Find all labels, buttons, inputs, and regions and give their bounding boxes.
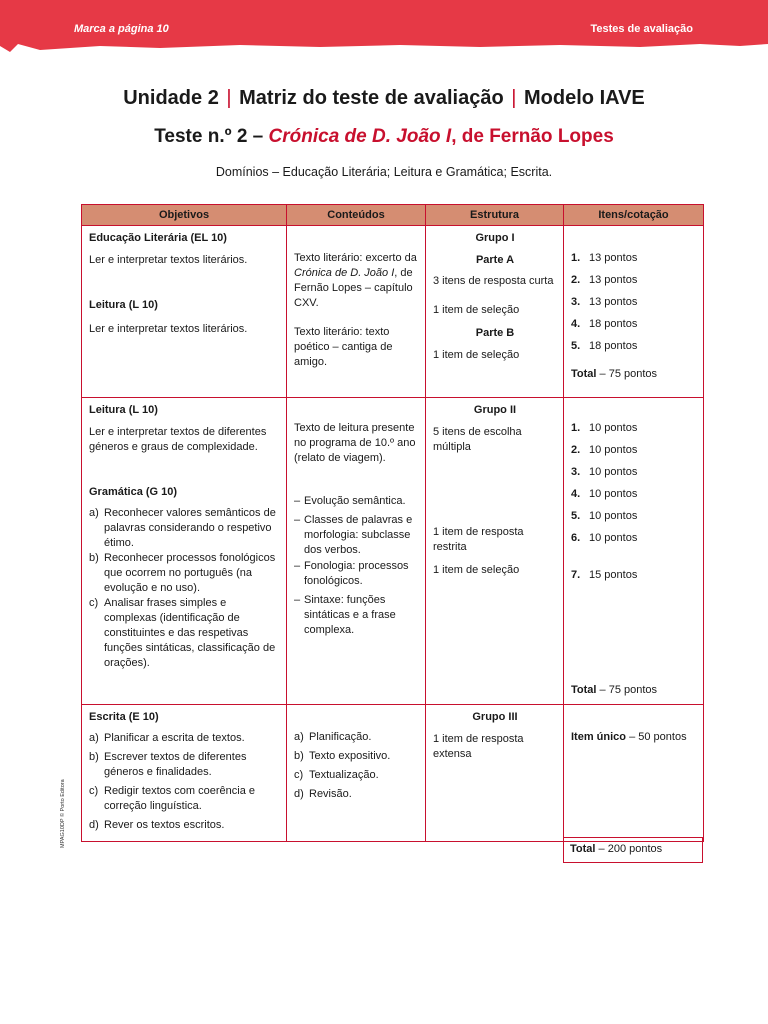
cell-estrutura: [426, 398, 564, 705]
list-item: a) Reconhecer valores semânticos de palavras considerando o respetivo étimo.: [89, 507, 276, 549]
item-points: 10 pontos: [589, 466, 638, 478]
item-number: 4.: [571, 318, 581, 330]
item-number: 3.: [571, 466, 581, 478]
list-item: d) Revisão.: [294, 788, 352, 800]
cell-itens: [564, 705, 704, 842]
item-points: 10 pontos: [589, 444, 638, 456]
page-title: [0, 87, 768, 110]
list-item: a) Planificar a escrita de textos.: [89, 732, 245, 744]
content-list: [294, 730, 419, 802]
cell-objetivos: [82, 705, 287, 842]
list-item: – Fonologia: processos fonológicos.: [294, 560, 409, 587]
item-points: 13 pontos: [589, 274, 638, 286]
list-item: a) Planificação.: [294, 731, 372, 743]
row-total: [571, 367, 697, 382]
col-header-conteudos: Conteúdos: [287, 205, 426, 226]
part-label: Parte B: [475, 327, 515, 339]
header-banner: [0, 0, 768, 58]
item-line: [571, 509, 697, 531]
cell-conteudos: [287, 226, 426, 398]
item-number: 1.: [571, 252, 581, 264]
item-number: 1.: [571, 422, 581, 434]
col-header-itens: Itens/cotação: [564, 205, 704, 226]
structure-text: 5 itens de escolha múltipla: [433, 426, 522, 453]
structure-text: 1 item de resposta extensa: [433, 733, 524, 760]
grand-total: [563, 837, 703, 863]
item-number: 4.: [571, 488, 581, 500]
cell-estrutura: [426, 705, 564, 842]
subtitle-work: Crónica de D. João I: [268, 126, 452, 147]
item-number: 6.: [571, 532, 581, 544]
item-number: 3.: [571, 296, 581, 308]
cell-conteudos: [287, 705, 426, 842]
col-header-estrutura: Estrutura: [426, 205, 564, 226]
list-item: c) Analisar frases simples e complexas (identificação de constituintes e das respetivas funções sintáticas, classificação de orações).: [89, 597, 276, 669]
test-subtitle: [0, 126, 768, 148]
item-points: 13 pontos: [589, 296, 638, 308]
content-text: Texto literário: excerto da Crónica de D. João I, de Fernão Lopes – capítulo CXV.: [294, 252, 417, 309]
subtitle-author: , de Fernão Lopes: [451, 126, 614, 147]
content-text: Texto literário: texto poético – cantiga de amigo.: [294, 326, 393, 368]
content-list: [294, 494, 419, 638]
list-item: d) Rever os textos escritos.: [89, 819, 225, 831]
group-label: Grupo II: [473, 404, 517, 416]
domains-line: Domínios – Educação Literária; Leitura e Gramática; Escrita.: [215, 165, 553, 179]
cell-itens: [564, 398, 704, 705]
item-line: [571, 295, 697, 317]
cell-objetivos: [82, 398, 287, 705]
item-line: [571, 317, 697, 339]
col-header-objetivos: Objetivos: [82, 205, 287, 226]
title-unit: Unidade 2: [123, 87, 219, 109]
cell-estrutura: [426, 226, 564, 398]
list-item: c) Redigir textos com coerência e correção linguística.: [89, 785, 256, 812]
items-list: [571, 251, 697, 361]
title-matrix: Matriz do teste de avaliação: [239, 87, 504, 109]
title-separator: |: [226, 87, 232, 109]
item-line: [571, 531, 697, 553]
item-points: 13 pontos: [589, 252, 638, 264]
list-item: b) Texto expositivo.: [294, 750, 391, 762]
item-line: 7. 15 pontos: [571, 569, 638, 581]
item-points: 10 pontos: [589, 510, 638, 522]
subtitle-prefix: Teste n.º 2 –: [154, 126, 264, 147]
items-list: [571, 421, 697, 553]
content-text: Texto de leitura presente no programa de 10.º ano (relato de viagem).: [294, 422, 416, 464]
list-item: – Evolução semântica.: [294, 495, 406, 507]
domain-heading: Gramática (G 10): [89, 486, 178, 498]
item-line: [571, 421, 697, 443]
matrix-table-wrapper: [81, 204, 703, 842]
item-points: 10 pontos: [589, 532, 638, 544]
group-label: Grupo I: [475, 232, 515, 244]
item-line: [571, 251, 697, 273]
table-row: [82, 705, 704, 842]
list-item: b) Reconhecer processos fonológicos que ocorrem no português (na evolução e no uso).: [89, 552, 276, 594]
matrix-table: [81, 204, 704, 842]
objective-list: [89, 506, 280, 671]
item-line: [571, 273, 697, 295]
grand-total-value: – 200 pontos: [598, 843, 663, 855]
domain-heading: Leitura (L 10): [89, 404, 158, 416]
table-row: [82, 398, 704, 705]
item-number: 2.: [571, 274, 581, 286]
item-points: 18 pontos: [589, 340, 638, 352]
domain-heading: Leitura (L 10): [89, 299, 158, 311]
section-label: Testes de avaliação: [590, 23, 693, 35]
grand-total-label: Total: [570, 843, 596, 855]
total-label: Total: [571, 368, 597, 380]
list-item: – Sintaxe: funções sintáticas e a frase complexa.: [294, 594, 396, 636]
domain-heading: Escrita (E 10): [89, 711, 159, 723]
row-total: Total – 75 pontos: [571, 684, 658, 696]
structure-text: 3 itens de resposta curta: [433, 275, 554, 287]
item-line: [571, 465, 697, 487]
cell-conteudos: [287, 398, 426, 705]
objective-text: Ler e interpretar textos literários.: [89, 323, 248, 335]
table-row: [82, 226, 704, 398]
item-number: 2.: [571, 444, 581, 456]
cell-objetivos: [82, 226, 287, 398]
cell-itens: [564, 226, 704, 398]
item-number: 5.: [571, 340, 581, 352]
title-separator: |: [511, 87, 517, 109]
item-number: 5.: [571, 510, 581, 522]
structure-text: 1 item de seleção: [433, 564, 520, 576]
title-model: Modelo IAVE: [524, 87, 645, 109]
objective-list: [89, 731, 280, 833]
item-points: 18 pontos: [589, 318, 638, 330]
domain-heading: Educação Literária (EL 10): [89, 232, 227, 244]
item-points: 10 pontos: [589, 422, 638, 434]
table-header-row: [82, 205, 704, 226]
page-marker: Marca a página 10: [74, 23, 169, 35]
objective-text: Ler e interpretar textos literários.: [89, 254, 248, 266]
total-value: – 75 pontos: [599, 368, 658, 380]
structure-text: 1 item de seleção: [433, 304, 520, 316]
item-points: 10 pontos: [589, 488, 638, 500]
list-item: b) Escrever textos de diferentes géneros e finalidades.: [89, 751, 247, 778]
group-label: Grupo III: [472, 711, 518, 723]
structure-text: 1 item de resposta restrita: [433, 526, 524, 553]
list-item: – Classes de palavras e morfologia: subclasse dos verbos.: [294, 514, 413, 556]
objective-text: Ler e interpretar textos de diferentes géneros e graus de complexidade.: [89, 426, 267, 453]
structure-text: 1 item de seleção: [433, 349, 520, 361]
item-line: [571, 339, 697, 361]
part-label: Parte A: [475, 254, 515, 266]
item-line: [571, 443, 697, 465]
item-line: [571, 487, 697, 509]
single-item: Item único – 50 pontos: [571, 731, 687, 743]
list-item: c) Textualização.: [294, 769, 379, 781]
side-copyright: MPAG10DP © Porto Editora: [60, 779, 66, 848]
